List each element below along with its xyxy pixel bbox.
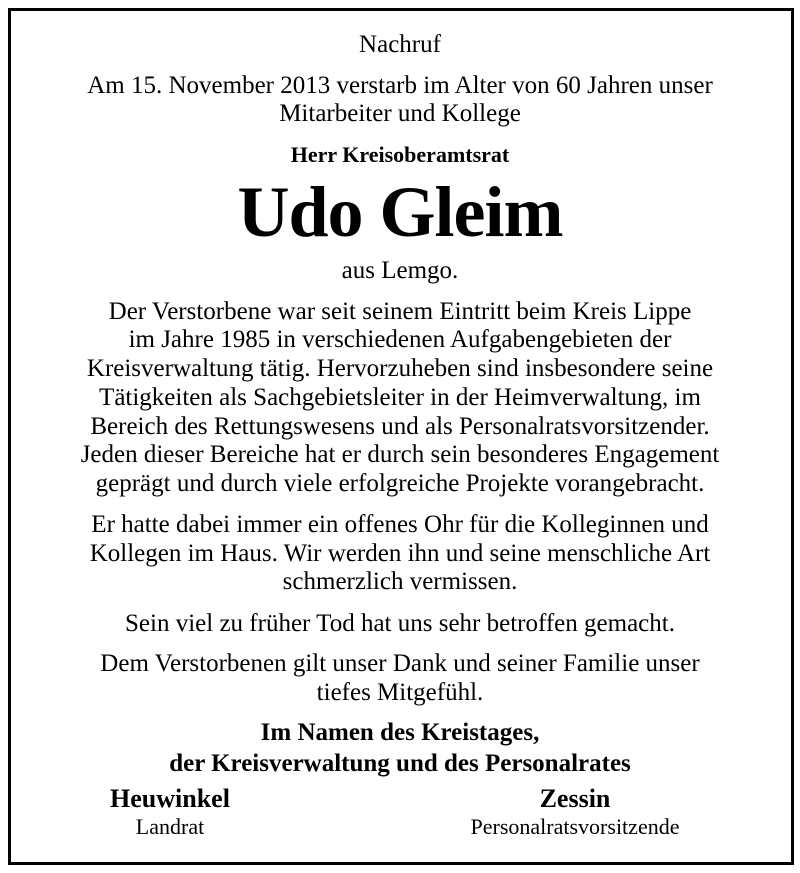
deceased-name: Udo Gleim: [237, 172, 563, 252]
signature-right-name: Zessin: [539, 784, 611, 813]
paragraph-1-line-4: Tätigkeiten als Sachgebietsleiter in der Heimverwaltung, im: [99, 384, 701, 411]
paragraph-1-line-2: im Jahre 1985 in verschiedenen Aufgabengebieten der: [128, 326, 672, 353]
paragraph-4-line-2: tiefes Mitgefühl.: [316, 679, 484, 706]
signature-left-name: Heuwinkel: [110, 784, 230, 813]
closing-line-1: Im Namen des Kreistages,: [260, 719, 540, 746]
signature-right-role: Personalratsvorsitzende: [470, 814, 680, 839]
intro-line-1: Am 15. November 2013 verstarb im Alter von 60 Jahren unser: [87, 72, 713, 99]
paragraph-1-line-1: Der Verstorbene war seit seinem Eintritt beim Kreis Lippe: [108, 298, 692, 325]
heading: Nachruf: [359, 31, 441, 58]
paragraph-2-line-2: Kollegen im Haus. Wir werden ihn und seine menschliche Art: [89, 540, 711, 567]
intro-line-2: Mitarbeiter und Kollege: [279, 100, 521, 127]
paragraph-1-line-3: Kreisverwaltung tätig. Hervorzuheben sind insbesondere seine: [86, 355, 714, 382]
closing-line-2: der Kreisverwaltung und des Personalrates: [169, 750, 631, 777]
paragraph-2-line-1: Er hatte dabei immer ein offenes Ohr für die Kolleginnen und: [91, 511, 709, 538]
signature-left: [60, 784, 280, 840]
deceased-title: Herr Kreisoberamtsrat: [290, 142, 510, 167]
paragraph-1-line-5: Bereich des Rettungswesens und als Personalratsvorsitzender.: [90, 413, 710, 440]
paragraph-2-line-3: schmerzlich vermissen.: [282, 568, 518, 595]
origin-line: aus Lemgo.: [341, 257, 459, 284]
paragraph-3: Sein viel zu früher Tod hat uns sehr betroffen gemacht.: [125, 610, 675, 637]
signature-left-role: Landrat: [135, 814, 205, 839]
paragraph-4-line-1: Dem Verstorbenen gilt unser Dank und seiner Familie unser: [100, 650, 700, 677]
signature-right: [430, 784, 720, 840]
paragraph-1-line-6: Jeden dieser Bereiche hat er durch sein besonderes Engagement: [80, 441, 720, 468]
paragraph-1-line-7: geprägt und durch viele erfolgreiche Projekte vorangebracht.: [95, 470, 705, 497]
